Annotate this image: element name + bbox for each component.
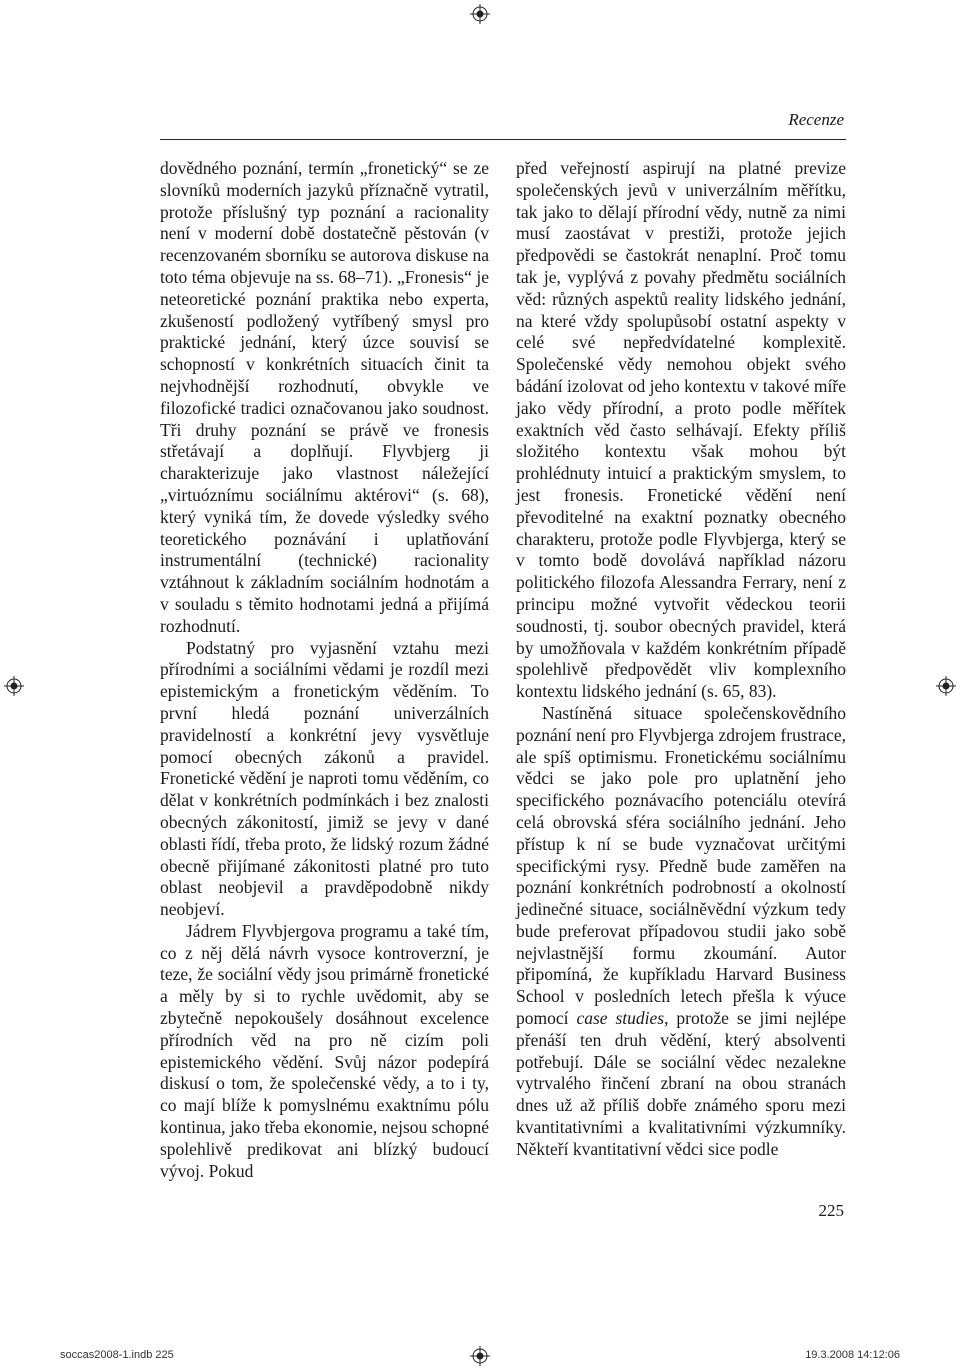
running-header: Recenze xyxy=(788,110,844,129)
italic-term: case studies xyxy=(576,1008,665,1029)
reg-mark-top xyxy=(470,4,490,24)
reg-mark-bottom xyxy=(470,1346,490,1366)
left-column xyxy=(160,158,489,1182)
header-rule xyxy=(160,139,846,140)
right-column xyxy=(516,158,846,1161)
text-run: , protože se jimi nejlépe přenáší ten druh vědění, který absolventi potřebují. Dále se sociální vědec nezalekne vytrvalého řinčení zbraní na obou stranách dnes už až příliš dobře známého sporu mezi kvantitativními a kvalitativními výzkumníky. Někteří kvantitativní vědci sice podle xyxy=(516,1008,846,1159)
paragraph: Podstatný pro vyjasnění vztahu mezi přírodními a sociálními vědami je rozdíl mezi epistemickým a fronetickým věděním. To první hledá poznání univerzálních pravidelností a konkrétní jevy vysvětluje pomocí obecných zákonů a pravidel. Fronetické vědění je naproti tomu věděním, co dělat v konkrétních podmínkách i bez znalosti obecných zákonitostí, jimiž se jevy v dané oblasti řídí, třeba proto, že lidský rozum žádné obecně přijímané zákonitosti platné pro tuto oblast neobjevil a pravděpodobně nikdy neobjeví. xyxy=(160,637,489,920)
paragraph xyxy=(516,703,846,1161)
paragraph: Jádrem Flyvbjergova programu a také tím, co z něj dělá návrh vysoce kontroverzní, je teze, že sociální vědy jsou primárně fronetické a měly by si to rychle uvědomit, aby se zbytečně nepokoušely dosáhnout excelence přírodních věd na pro ně cizím poli epistemického vědění. Svůj názor podepírá diskusí o tom, že společenské vědy, a to i ty, co mají blíže k pomyslnému exaktnímu pólu kontinua, jako třeba ekonomie, nejsou schopné spolehlivě predikovat ani blízký budoucí vývoj. Pokud xyxy=(160,920,490,1181)
paragraph: před veřejností aspirují na platné previze společenských jevů v univerzálním měřítku, tak jako to dělají přírodní vědy, nutně za nimi musí zaostávat v prestiži, protože jejich předpovědi se častokrát nenaplní. Proč tomu tak je, vyplývá z povahy předmětu sociálních věd: různých aspektů reality lidského jednání, na které vždy spolupůsobí ostatní aspekty v celé své nepředvídatelné komplexitě. Společenské vědy nemohou objekt svého bádání izolovat od jeho kontextu v takové míře jako vědy přírodní, a proto podle měřítek exaktních věd často selhávají. Efekty příliš složitého kontextu však mohou být prohlédnuty intuicí a praktickým smyslem, to jest fronesis. Fronetické vědění není převoditelné na exaktní poznatky obecného charakteru, protože podle Flyvbjerga, který se v tomto bodě dovolává například názoru politického filozofa Alessandra Ferrary, není z principu možné vytvořit vědeckou teorii soudnosti, tj. soubor obecných pravidel, která by umožňovala v každém konkrétním případě spolehlivě předpovědět vliv komplexního kontextu lidského jednání (s. 65, 83). xyxy=(516,158,846,702)
slug-timestamp: 19.3.2008 14:12:06 xyxy=(805,1349,900,1361)
reg-mark-left xyxy=(4,676,24,696)
slug-file: soccas2008-1.indb 225 xyxy=(60,1349,174,1361)
text-run: Nastíněná situace společenskovědního poznání není pro Flyvbjerga zdrojem frustrace, ale spíš optimismu. Fronetickému sociálnímu vědci se jako pole pro uplatnění jeho specifického poznávacího potenciálu otevírá celá obrovská sféra sociálního jednání. Jeho přístup k ní se bude vyznačovat určitými specifickými rysy. Předně bude zaměřen na poznání konkrétních podrobností a okolností jedinečné situace, sociálněvědní výzkum tedy bude preferovat případovou studii jako sobě nejvlastnější formu zkoumání. Autor připomíná, že kupříkladu Harvard Business School v posledních letech přešla k výuce pomocí xyxy=(516,702,846,1029)
page-number: 225 xyxy=(818,1201,844,1220)
paragraph: dovědného poznání, termín „fronetický“ se ze slovníků moderních jazyků příznačně vytratil, protože příslušný typ poznání a racionality není v moderní době dostatečně pěstován (v recenzovaném sborníku se autorova diskuse na toto téma objevuje na ss. 68–71). „Fronesis“ je neteoretické poznání praktika nebo experta, zkušeností podložený vytříbený smysl pro praktické jednání, který úzce souvisí se schopností v konkrétních situacích činit ta nejvhodnější rozhodnutí, obvykle ve filozofické tradici označovanou jako soudnost. Tři druhy poznání se právě ve fronesis střetávají a doplňují. Flyvbjerg ji charakterizuje jako vlastnost náležející „virtuóznímu sociálnímu aktérovi“ (s. 68), který vyniká tím, že dovede výsledky svého teoretického poznávání i uplatňování instrumentální (technické) racionality vztáhnout k základním sociálním hodnotám a v souladu s těmito hodnotami jedná a přijímá rozhodnutí. xyxy=(160,158,489,636)
reg-mark-right xyxy=(936,676,956,696)
